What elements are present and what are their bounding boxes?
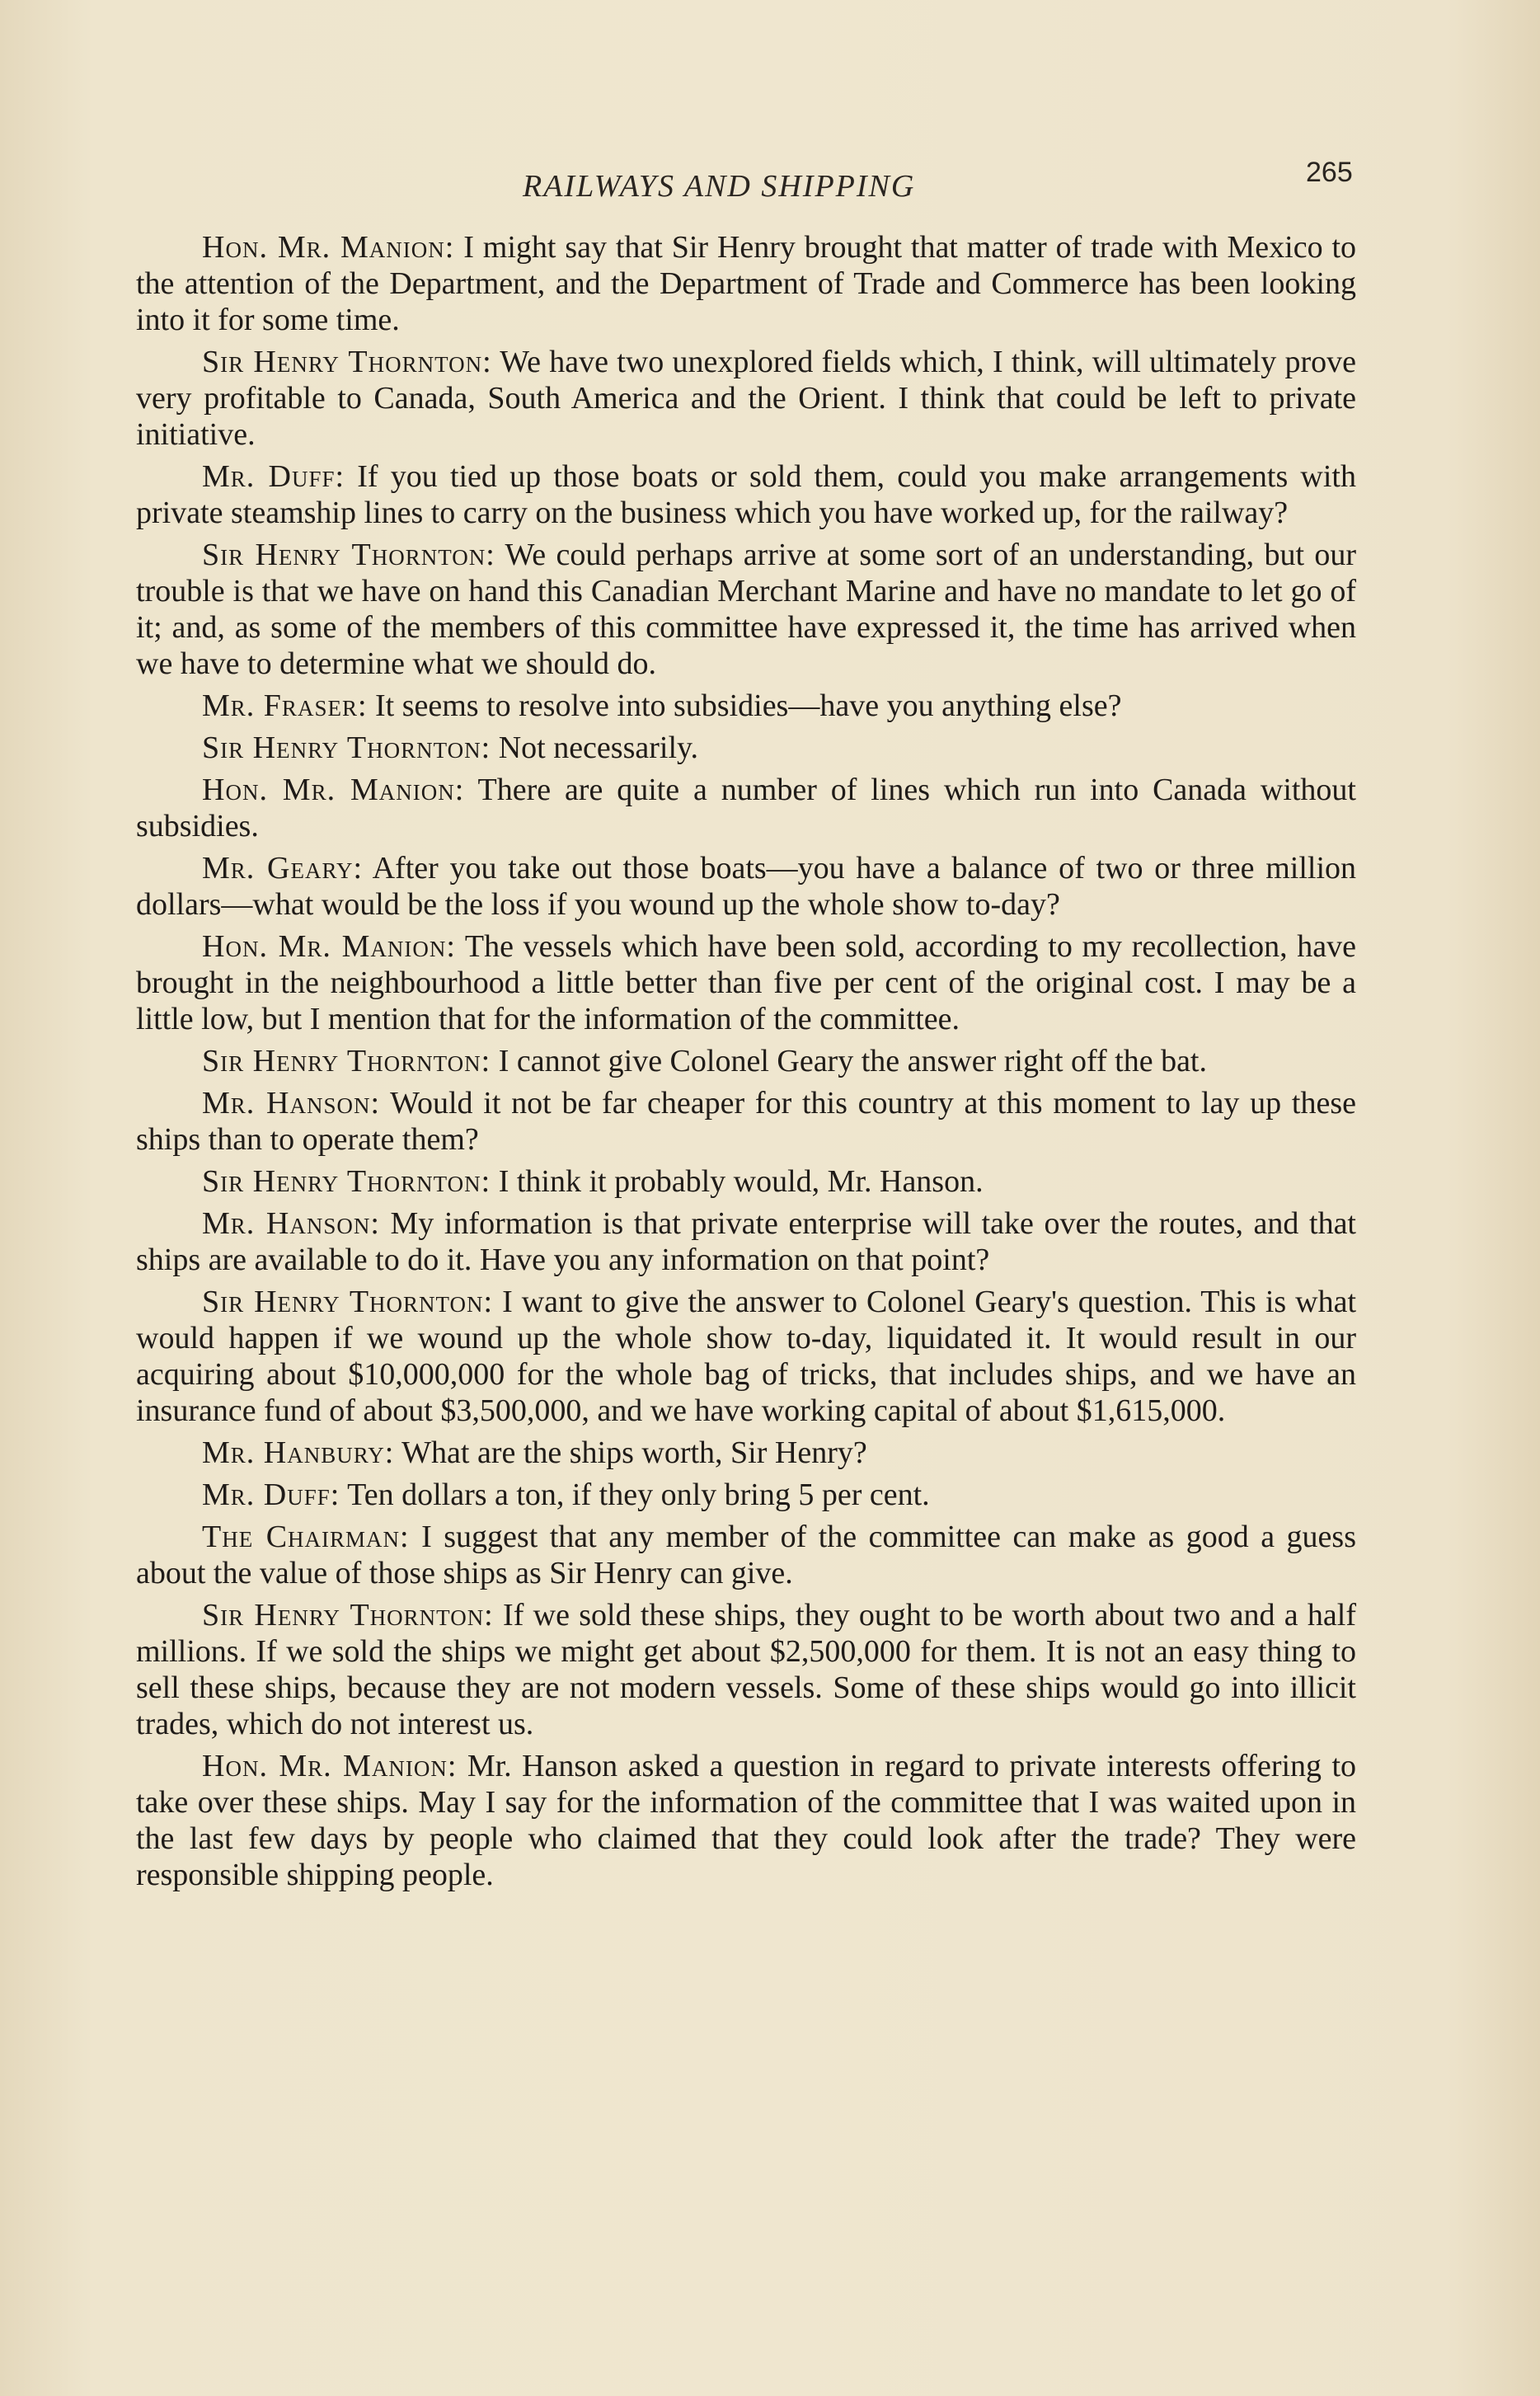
paragraph: [136, 344, 1356, 453]
paragraph: [136, 537, 1356, 682]
speaker: Mr. Fraser:: [202, 688, 368, 723]
speech: Ten dollars a ton, if they only bring 5 per cent.: [347, 1478, 930, 1512]
speaker: Sir Henry Thornton:: [202, 1598, 494, 1633]
speech: There are quite a number of lines which run into Canada without subsidies.: [136, 773, 1356, 843]
paragraph: [136, 1205, 1356, 1278]
running-head: RAILWAYS AND SHIPPING: [523, 169, 916, 204]
paragraph: [136, 1284, 1356, 1429]
speaker: Sir Henry Thornton:: [202, 1285, 494, 1319]
speaker: Hon. Mr. Manion:: [202, 1749, 458, 1783]
speech: My information is that private enterprise will take over the routes, and that ships are available to do it. Have you any information on that point?: [136, 1206, 1356, 1277]
speaker: Sir Henry Thornton:: [202, 1164, 491, 1199]
speech: After you take out those boats—you have a balance of two or three million dollars—what would be the loss if you wound up the whole show to-day?: [136, 851, 1357, 922]
speaker: The Chairman:: [202, 1520, 410, 1554]
paragraph: [136, 1163, 1356, 1200]
paragraph: [136, 1748, 1356, 1893]
speech: The vessels which have been sold, according to my recollection, have brought in the neighbourhood a little better than five per cent of the original cost. I may be a little low, but I mention that for the information of the committee.: [136, 929, 1356, 1036]
speech: We have two unexplored fields which, I think, will ultimately prove very profitable to Canada, South America and the Orient. I think that could be left to private initiative.: [136, 345, 1356, 452]
paragraph: [136, 1597, 1356, 1742]
speech: It seems to resolve into subsidies—have you anything else?: [375, 688, 1122, 723]
speech: Mr. Hanson asked a question in regard to private interests offering to take over these ships. May I say for the information of the committee that I was waited upon in the last few days by people who claimed that they could look after the trade? They were responsible shipping people.: [136, 1749, 1357, 1892]
paragraph: [136, 1085, 1356, 1158]
speech: Would it not be far cheaper for this country at this moment to lay up these ships than to operate them?: [136, 1086, 1356, 1157]
speech: If we sold these ships, they ought to be worth about two and a half millions. If we sold the ships we might get about $2,500,000 for them. It is not an easy thing to sell these ships, because they are not modern vessels. Some of these ships would go into illicit trades, which do not interest us.: [136, 1598, 1357, 1741]
speech: I might say that Sir Henry brought that matter of trade with Mexico to the attention of the Department, and the Department of Trade and Commerce has been looking into it for some time.: [136, 230, 1357, 337]
speaker: Hon. Mr. Manion:: [202, 773, 465, 807]
speaker: Mr. Hanson:: [202, 1206, 380, 1241]
paragraph: [136, 1043, 1356, 1079]
speaker: Sir Henry Thornton:: [202, 731, 491, 765]
paragraph: [136, 850, 1356, 923]
speaker: Mr. Hanbury:: [202, 1435, 395, 1470]
speaker: Hon. Mr. Manion:: [202, 929, 456, 964]
speaker: Mr. Duff:: [202, 459, 345, 494]
paragraph: [136, 928, 1356, 1037]
speech: What are the ships worth, Sir Henry?: [401, 1435, 867, 1470]
speech: If you tied up those boats or sold them, could you make arrangements with private steamship lines to carry on the business which you have worked up, for the railway?: [136, 459, 1356, 530]
speech: I want to give the answer to Colonel Geary's question. This is what would happen if we wound up the whole show to-day, liquidated it. It would result in our acquiring about $10,000,000 for the whole bag of tricks, that includes ships, and we have an insurance fund of about $3,500,000, and we have working capital of about $1,615,000.: [136, 1285, 1357, 1428]
speech: Not necessarily.: [498, 731, 699, 765]
paragraph: [136, 1519, 1356, 1591]
paragraph: [136, 1435, 1356, 1471]
paragraph: [136, 730, 1356, 766]
page-header: [0, 157, 1540, 206]
paragraph: [136, 229, 1356, 338]
speaker: Mr. Duff:: [202, 1478, 340, 1512]
speech: We could perhaps arrive at some sort of an understanding, but our trouble is that we have on hand this Canadian Merchant Marine and have no mandate to let go of it; and, as some of the members of this committee have expressed it, the time has arrived when we have to determine what we should do.: [136, 538, 1356, 681]
paragraph: [136, 458, 1356, 531]
speaker: Mr. Geary:: [202, 851, 364, 886]
speaker: Sir Henry Thornton:: [202, 538, 495, 572]
speaker: Sir Henry Thornton:: [202, 1044, 491, 1078]
paragraph: [136, 772, 1356, 844]
paragraph: [136, 1477, 1356, 1513]
paragraph: [136, 688, 1356, 724]
speaker: Sir Henry Thornton:: [202, 345, 492, 379]
speaker: Hon. Mr. Manion:: [202, 230, 455, 265]
speech: I think it probably would, Mr. Hanson.: [498, 1164, 984, 1199]
body-text: [136, 229, 1356, 1899]
speaker: Mr. Hanson:: [202, 1086, 381, 1120]
page-number: 265: [1306, 157, 1353, 188]
speech: I cannot give Colonel Geary the answer right off the bat.: [498, 1044, 1207, 1078]
speech: I suggest that any member of the committee can make as good a guess about the value of those ships as Sir Henry can give.: [136, 1520, 1356, 1590]
